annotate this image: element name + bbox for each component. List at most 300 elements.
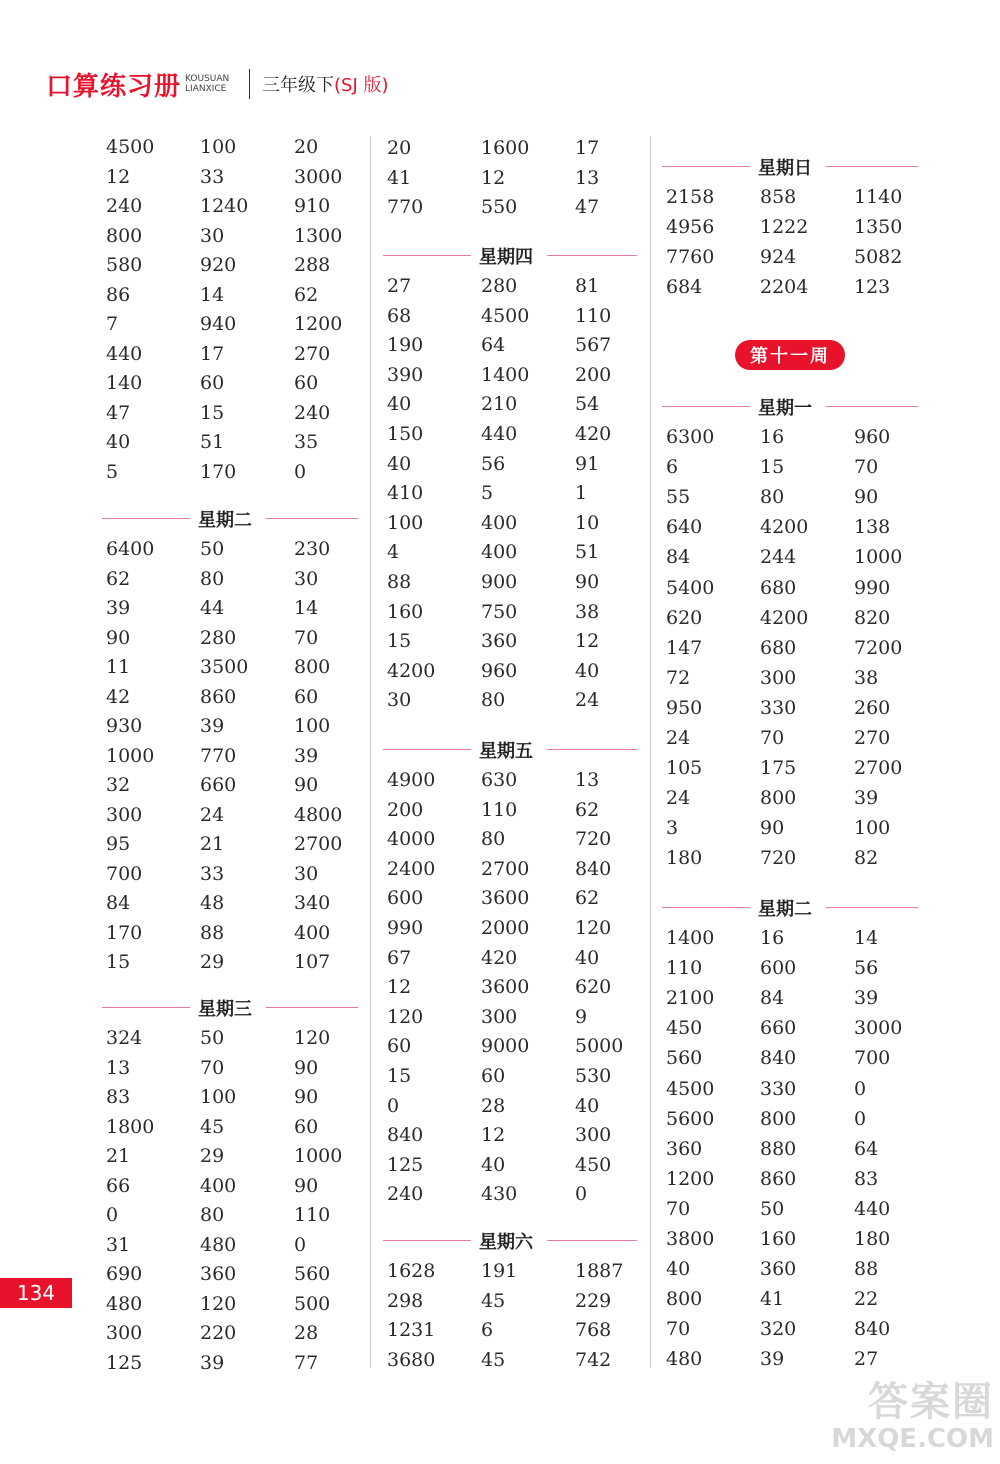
answer-value: 38 [575,600,600,623]
answer-value: 72 [666,666,691,689]
answer-value: 1 [575,482,588,505]
answer-value: 3600 [481,887,530,910]
answer-value: 51 [200,431,225,453]
answer-value: 6 [481,1319,494,1342]
answer-value: 44 [200,597,225,619]
answer-value: 820 [854,606,891,629]
answer-value: 16 [760,426,785,448]
answer-value: 420 [575,423,612,445]
answer-value: 4200 [760,606,809,629]
answer-value: 40 [387,452,412,475]
answer-value: 360 [481,630,518,653]
answer-value: 0 [294,1233,307,1256]
answer-value: 13 [575,769,600,791]
answer-value: 82 [854,847,879,870]
answer-value: 28 [294,1322,319,1344]
answer-value: 300 [575,1124,612,1147]
day-title: 星期一 [758,398,812,419]
answer-value: 40 [575,946,600,969]
answer-value: 24 [575,689,600,712]
answer-value: 858 [760,186,797,208]
answer-value: 3500 [200,656,249,678]
answer-value: 400 [200,1174,237,1197]
answer-value: 230 [294,538,331,560]
answer-value: 62 [575,887,600,910]
answer-value: 1200 [666,1167,715,1190]
answer-value: 30 [294,862,319,885]
answer-value: 14 [294,597,319,619]
answer-value: 3680 [387,1348,436,1371]
answer-value: 5400 [666,576,715,599]
answer-value: 17 [200,342,225,365]
answer-value: 900 [481,571,518,593]
answer-value: 410 [387,482,424,505]
answer-value: 800 [666,1288,703,1311]
answer-value: 30 [200,224,225,247]
answer-value: 39 [106,597,131,619]
answer-value: 800 [760,787,797,810]
day-section-header [102,993,358,1023]
answer-value: 2700 [481,857,530,880]
answer-value: 860 [760,1167,797,1190]
answer-value: 12 [481,166,506,189]
answer-value: 0 [575,1183,588,1206]
answer-value: 324 [106,1027,143,1049]
answer-value: 4 [387,541,400,564]
answer-value: 27 [387,275,412,297]
answer-value: 83 [854,1167,879,1190]
answer-value: 60 [481,1065,506,1087]
section-divider-right [266,1007,358,1008]
answer-value: 160 [760,1228,797,1250]
answer-value: 17 [575,137,600,159]
answer-value: 64 [481,334,506,357]
section-divider-right [266,518,358,519]
answer-value: 420 [481,946,518,969]
answer-value: 440 [481,423,518,445]
answer-value: 400 [294,921,331,944]
answer-value: 35 [294,431,319,453]
answer-value: 920 [200,254,237,276]
answer-value: 50 [200,1027,225,1049]
answer-value: 800 [106,224,143,247]
answer-value: 360 [666,1137,703,1160]
day-title: 星期二 [758,899,812,920]
answer-value: 244 [760,546,797,569]
answer-value: 70 [666,1318,691,1341]
answer-value: 2400 [387,857,436,880]
answer-value: 62 [575,798,600,821]
answer-value: 47 [575,196,600,219]
answer-value: 1350 [854,216,903,239]
answer-value: 86 [106,283,131,306]
answer-value: 1200 [294,313,343,335]
answer-value: 24 [200,803,225,826]
answer-value: 720 [575,828,612,851]
day-title: 星期五 [479,741,533,762]
answer-value: 229 [575,1289,612,1312]
answer-value: 62 [294,283,319,306]
answer-value: 9 [575,1005,588,1028]
answer-value: 77 [294,1351,319,1374]
answer-value: 567 [575,334,612,357]
answer-value: 860 [200,685,237,708]
answer-value: 640 [666,516,703,539]
answer-value: 684 [666,276,703,299]
answer-value: 2000 [481,917,530,939]
answer-value: 440 [854,1197,891,1220]
answer-value: 120 [387,1005,424,1028]
answer-value: 4800 [294,803,343,826]
answer-value: 2700 [854,757,903,780]
answer-value: 300 [481,1005,518,1028]
answer-value: 750 [481,600,518,623]
answer-value: 480 [666,1348,703,1371]
answer-value: 960 [854,426,891,448]
answer-value: 5 [481,482,494,505]
answer-value: 930 [106,715,143,737]
answer-value: 390 [387,363,424,386]
answer-value: 80 [481,828,506,851]
answer-value: 210 [481,393,518,416]
answer-value: 40 [666,1258,691,1281]
answer-value: 480 [106,1292,143,1315]
answer-value: 4956 [666,216,715,239]
answer-value: 100 [294,715,331,737]
day-title: 星期六 [479,1232,533,1253]
answer-value: 45 [481,1289,506,1312]
answer-value: 147 [666,636,703,659]
answer-value: 430 [481,1183,518,1206]
answer-value: 3000 [294,165,343,188]
answer-value: 990 [854,576,891,599]
answer-value: 39 [760,1348,785,1371]
column-divider [650,136,651,1368]
answer-value: 500 [294,1292,331,1315]
day-section-header [383,241,637,271]
answer-value: 660 [760,1017,797,1040]
answer-value: 11 [106,656,131,678]
answer-value: 41 [760,1288,785,1311]
answer-value: 15 [387,630,412,653]
answer-value: 840 [387,1124,424,1147]
answer-value: 88 [854,1258,879,1281]
answer-value: 2158 [666,186,715,208]
answer-value: 40 [387,393,412,416]
answer-value: 110 [666,957,703,980]
answer-value: 60 [294,685,319,708]
answer-value: 39 [200,715,225,737]
answer-value: 60 [294,1115,319,1138]
answer-value: 690 [106,1263,143,1285]
answer-value: 16 [760,927,785,949]
answer-value: 240 [294,401,331,424]
book-brand-logo: 口算练习册 [46,71,182,102]
answer-value: 40 [106,431,131,453]
answer-value: 360 [200,1263,237,1285]
section-divider-left [102,1007,190,1008]
answer-value: 56 [481,452,506,475]
answer-value: 240 [106,195,143,217]
answer-value: 30 [294,567,319,590]
section-divider-right [826,907,918,908]
answer-value: 0 [106,1204,119,1226]
answer-value: 56 [854,957,879,980]
answer-value: 530 [575,1065,612,1087]
answer-value: 120 [294,1027,331,1049]
answer-value: 51 [575,541,600,564]
day-title: 星期二 [198,510,252,531]
answer-value: 100 [200,1086,237,1108]
week-badge: 第十一周 [735,340,845,370]
answer-value: 70 [200,1056,225,1079]
answer-value: 70 [760,727,785,749]
answer-value: 120 [200,1292,237,1315]
answer-value: 6 [666,456,679,479]
answer-value: 32 [106,774,131,796]
answer-value: 88 [200,921,225,944]
answer-value: 15 [387,1065,412,1087]
page-header [46,64,389,104]
column-divider [370,136,371,1368]
answer-value: 24 [666,787,691,810]
answer-value: 170 [106,921,143,944]
answer-value: 300 [106,1322,143,1344]
brand-pinyin: KOUSUAN LIANXICE [185,74,230,94]
answer-value: 0 [294,460,307,483]
answer-value: 5000 [575,1035,624,1058]
answer-value: 15 [760,456,785,479]
answer-value: 260 [854,696,891,719]
section-divider-left [383,1240,471,1241]
answer-value: 84 [666,546,691,569]
answer-value: 770 [200,744,237,767]
edition-label: (SJ 版) [334,75,389,96]
answer-value: 12 [575,630,600,653]
answer-value: 770 [387,196,424,219]
answer-value: 360 [760,1258,797,1281]
answer-value: 700 [854,1047,891,1070]
answer-value: 1000 [854,546,903,569]
section-divider-right [547,1240,637,1241]
answer-value: 33 [200,165,225,188]
answer-value: 720 [760,847,797,870]
answer-value: 91 [575,452,600,475]
section-divider-left [102,518,190,519]
answer-value: 100 [387,511,424,534]
answer-value: 15 [106,951,131,973]
answer-value: 3600 [481,976,530,999]
answer-value: 320 [760,1318,797,1341]
answer-value: 620 [666,606,703,629]
answer-value: 600 [760,957,797,980]
answer-value: 138 [854,516,891,539]
answer-value: 39 [854,787,879,810]
answer-value: 81 [575,275,600,297]
answer-value: 330 [760,1077,797,1100]
answer-value: 140 [106,372,143,394]
answer-value: 1628 [387,1260,436,1282]
answer-value: 39 [200,1351,225,1374]
answer-value: 70 [294,626,319,649]
answer-value: 20 [294,136,319,158]
answer-value: 60 [200,372,225,394]
answer-value: 54 [575,393,600,416]
answer-value: 90 [294,1056,319,1079]
day-section-header [383,1226,637,1256]
answer-value: 100 [200,136,237,158]
answer-value: 600 [387,887,424,910]
answer-value: 560 [294,1263,331,1285]
answer-value: 1300 [294,224,343,247]
answer-value: 7 [106,313,119,335]
answer-value: 40 [575,1094,600,1117]
answer-value: 14 [200,283,225,306]
answer-value: 330 [760,696,797,719]
answer-value: 3000 [854,1017,903,1040]
answer-value: 105 [666,757,703,780]
answer-value: 60 [294,372,319,394]
answer-value: 50 [200,538,225,560]
answer-value: 840 [854,1318,891,1341]
answer-value: 5600 [666,1107,715,1130]
answer-value: 400 [481,511,518,534]
answer-value: 560 [666,1047,703,1070]
answer-value: 7760 [666,246,715,269]
answer-value: 700 [106,862,143,885]
section-divider-left [662,406,750,407]
answer-value: 2204 [760,276,809,299]
day-title: 星期三 [198,999,252,1020]
answer-value: 3800 [666,1228,715,1250]
answer-value: 45 [481,1348,506,1371]
section-divider-left [662,166,750,167]
answer-value: 800 [760,1107,797,1130]
answer-value: 120 [575,917,612,939]
answer-value: 30 [387,689,412,712]
answer-value: 840 [760,1047,797,1070]
answer-value: 110 [575,304,612,327]
answer-value: 13 [106,1056,131,1079]
day-section-header [102,504,358,534]
section-divider-right [826,166,918,167]
answer-value: 31 [106,1233,131,1256]
answer-value: 45 [200,1115,225,1138]
answer-value: 3 [666,817,679,840]
answer-value: 68 [387,304,412,327]
answer-value: 62 [106,567,131,590]
answer-value: 39 [294,744,319,767]
answer-value: 680 [760,636,797,659]
answer-value: 66 [106,1174,131,1197]
answer-value: 90 [575,571,600,593]
answer-value: 21 [106,1145,131,1167]
answer-value: 50 [760,1197,785,1220]
answer-value: 950 [666,696,703,719]
answer-value: 15 [200,401,225,424]
answer-value: 270 [294,342,331,365]
answer-value: 180 [854,1228,891,1250]
answer-value: 180 [666,847,703,870]
answer-value: 48 [200,892,225,914]
answer-value: 742 [575,1348,612,1371]
grade-label: 三年级下 [262,75,335,96]
answer-value: 2100 [666,987,715,1010]
section-divider-left [383,255,471,256]
answer-value: 110 [481,798,518,821]
answer-value: 580 [106,254,143,276]
answer-value: 240 [387,1183,424,1206]
answer-value: 110 [294,1204,331,1226]
answer-value: 280 [200,626,237,649]
answer-value: 4500 [666,1077,715,1100]
answer-value: 1800 [106,1115,155,1138]
section-divider-left [383,749,471,750]
answer-value: 4500 [481,304,530,327]
answer-value: 2700 [294,833,343,855]
answer-value: 1887 [575,1260,624,1282]
answer-value: 90 [294,1174,319,1197]
answer-value: 910 [294,195,331,217]
answer-value: 13 [575,166,600,189]
answer-value: 924 [760,246,797,269]
answer-value: 80 [200,567,225,590]
answer-value: 60 [387,1035,412,1058]
answer-value: 70 [666,1197,691,1220]
answer-value: 200 [575,363,612,386]
answer-value: 9000 [481,1035,530,1058]
answer-value: 47 [106,401,131,424]
answer-value: 95 [106,833,131,855]
answer-value: 400 [481,541,518,564]
answer-value: 5082 [854,246,903,269]
answer-value: 170 [200,460,237,483]
answer-value: 29 [200,951,225,973]
answer-value: 27 [854,1348,879,1371]
day-section-header [662,392,918,422]
answer-value: 840 [575,857,612,880]
watermark: 答案圈 MXQE.COM [831,1379,994,1454]
answer-value: 620 [575,976,612,999]
answer-value: 41 [387,166,412,189]
answer-value: 440 [106,342,143,365]
answer-value: 22 [854,1288,879,1311]
answer-value: 10 [575,511,600,534]
answer-value: 90 [760,817,785,840]
answer-value: 680 [760,576,797,599]
answer-value: 1000 [106,744,155,767]
answer-value: 0 [854,1107,867,1130]
answer-value: 1400 [666,927,715,949]
answer-value: 200 [387,798,424,821]
answer-value: 107 [294,951,331,973]
answer-value: 83 [106,1086,131,1108]
answer-value: 1140 [854,186,903,208]
answer-value: 29 [200,1145,225,1167]
answer-value: 270 [854,727,891,749]
answer-value: 550 [481,196,518,219]
answer-value: 7200 [854,636,903,659]
page-number: 134 [0,1278,72,1308]
answer-value: 190 [387,334,424,357]
answer-value: 90 [106,626,131,649]
answer-value: 800 [294,656,331,678]
answer-value: 940 [200,313,237,335]
answer-value: 4200 [760,516,809,539]
answer-value: 90 [854,486,879,509]
answer-value: 20 [387,137,412,159]
answer-value: 64 [854,1137,879,1160]
